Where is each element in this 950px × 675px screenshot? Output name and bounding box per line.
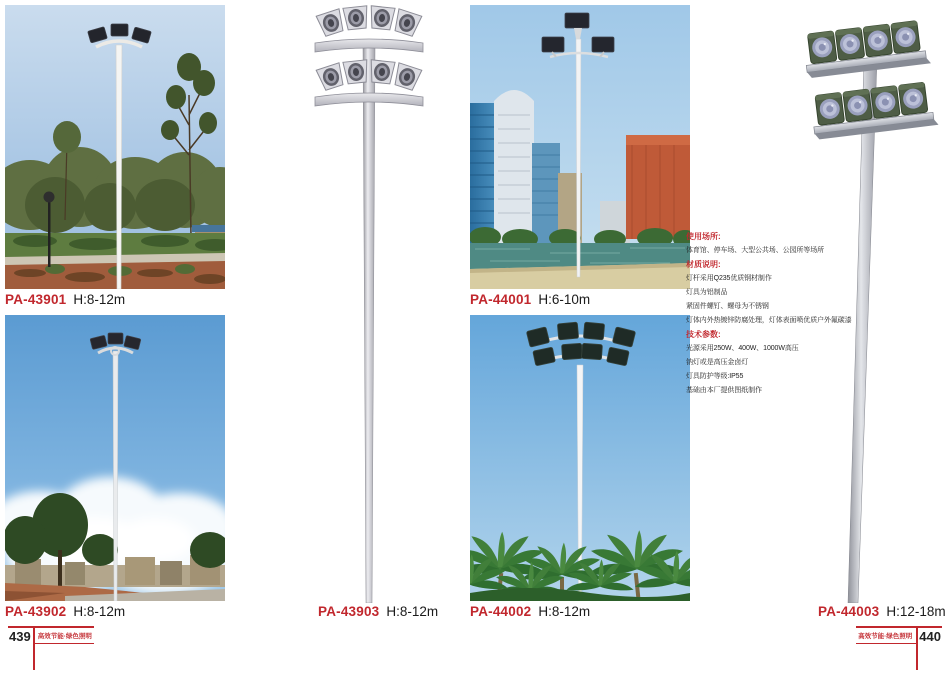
- product-code: PA-43902: [5, 604, 67, 619]
- spec-line: 灯体内外热镀锌防腐处理，灯体表面喷优质户外氟碳漆: [686, 317, 852, 324]
- spec-line: 灯具为铝制品: [686, 289, 728, 296]
- footer-slogan-left: 高效节能·绿色照明: [34, 628, 94, 644]
- spec-heading-tech: 技术参数:: [686, 330, 721, 339]
- product-label-pa-43902: [5, 604, 125, 620]
- spec-line: 灯具防护等级:IP55: [686, 373, 744, 380]
- photo-pa-43901: [5, 5, 225, 289]
- product-code: PA-44002: [470, 604, 532, 619]
- spec-line: 灯杆采用Q235优质钢材制作: [686, 275, 772, 282]
- spec-heading-material: 材质说明:: [686, 260, 721, 269]
- photo-pa-44002: [470, 315, 690, 601]
- product-height: H:8-12m: [386, 604, 439, 619]
- product-height: H:6-10m: [538, 292, 591, 307]
- spec-line: 紧固件螺钉、螺母为不锈钢: [686, 303, 769, 310]
- clouds-highmast-illustration: [5, 315, 225, 601]
- product-label-pa-44002: [470, 604, 590, 620]
- footer-right: [856, 626, 942, 644]
- product-code: PA-43903: [318, 604, 380, 619]
- render-pa-43903: [305, 3, 435, 603]
- product-label-pa-44001: [470, 292, 590, 308]
- render-pa-44003: [790, 2, 948, 603]
- page-number-right: 440: [919, 629, 941, 644]
- product-label-pa-44003: [818, 604, 946, 620]
- product-height: H:12-18m: [886, 604, 946, 619]
- spec-line: 基础由本厂提供图纸制作: [686, 387, 762, 394]
- spec-line: 钠灯或是高压金卤灯: [686, 359, 749, 366]
- spec-line: 体育馆、停车场、大型公共场、公园所等场所: [686, 247, 824, 254]
- product-height: H:8-12m: [73, 604, 126, 619]
- footer-divider-left: [33, 626, 35, 670]
- product-code: PA-43901: [5, 292, 67, 307]
- product-code: PA-44003: [818, 604, 880, 619]
- footer-divider-right: [916, 626, 918, 670]
- photo-pa-44001: [470, 5, 690, 289]
- photo-pa-43902: [5, 315, 225, 601]
- product-label-pa-43901: [5, 292, 125, 308]
- page-number-left: 439: [9, 629, 31, 644]
- product-height: H:8-12m: [538, 604, 591, 619]
- product-label-pa-43903: [318, 604, 438, 620]
- silver-highmast-rendering: [305, 3, 435, 603]
- product-code: PA-44001: [470, 292, 532, 307]
- product-height: H:8-12m: [73, 292, 126, 307]
- green-highmast-rendering: [790, 2, 948, 603]
- spec-line: 光源采用250W、400W、1000W高压: [686, 345, 799, 352]
- city-lake-highmast-illustration: [470, 5, 690, 289]
- park-highmast-illustration: [5, 5, 225, 289]
- palms-highmast-illustration: [470, 315, 690, 601]
- spec-heading-usage: 使用场所:: [686, 232, 721, 241]
- footer-slogan-right: 高效节能·绿色照明: [856, 628, 916, 644]
- footer-left: [8, 626, 94, 644]
